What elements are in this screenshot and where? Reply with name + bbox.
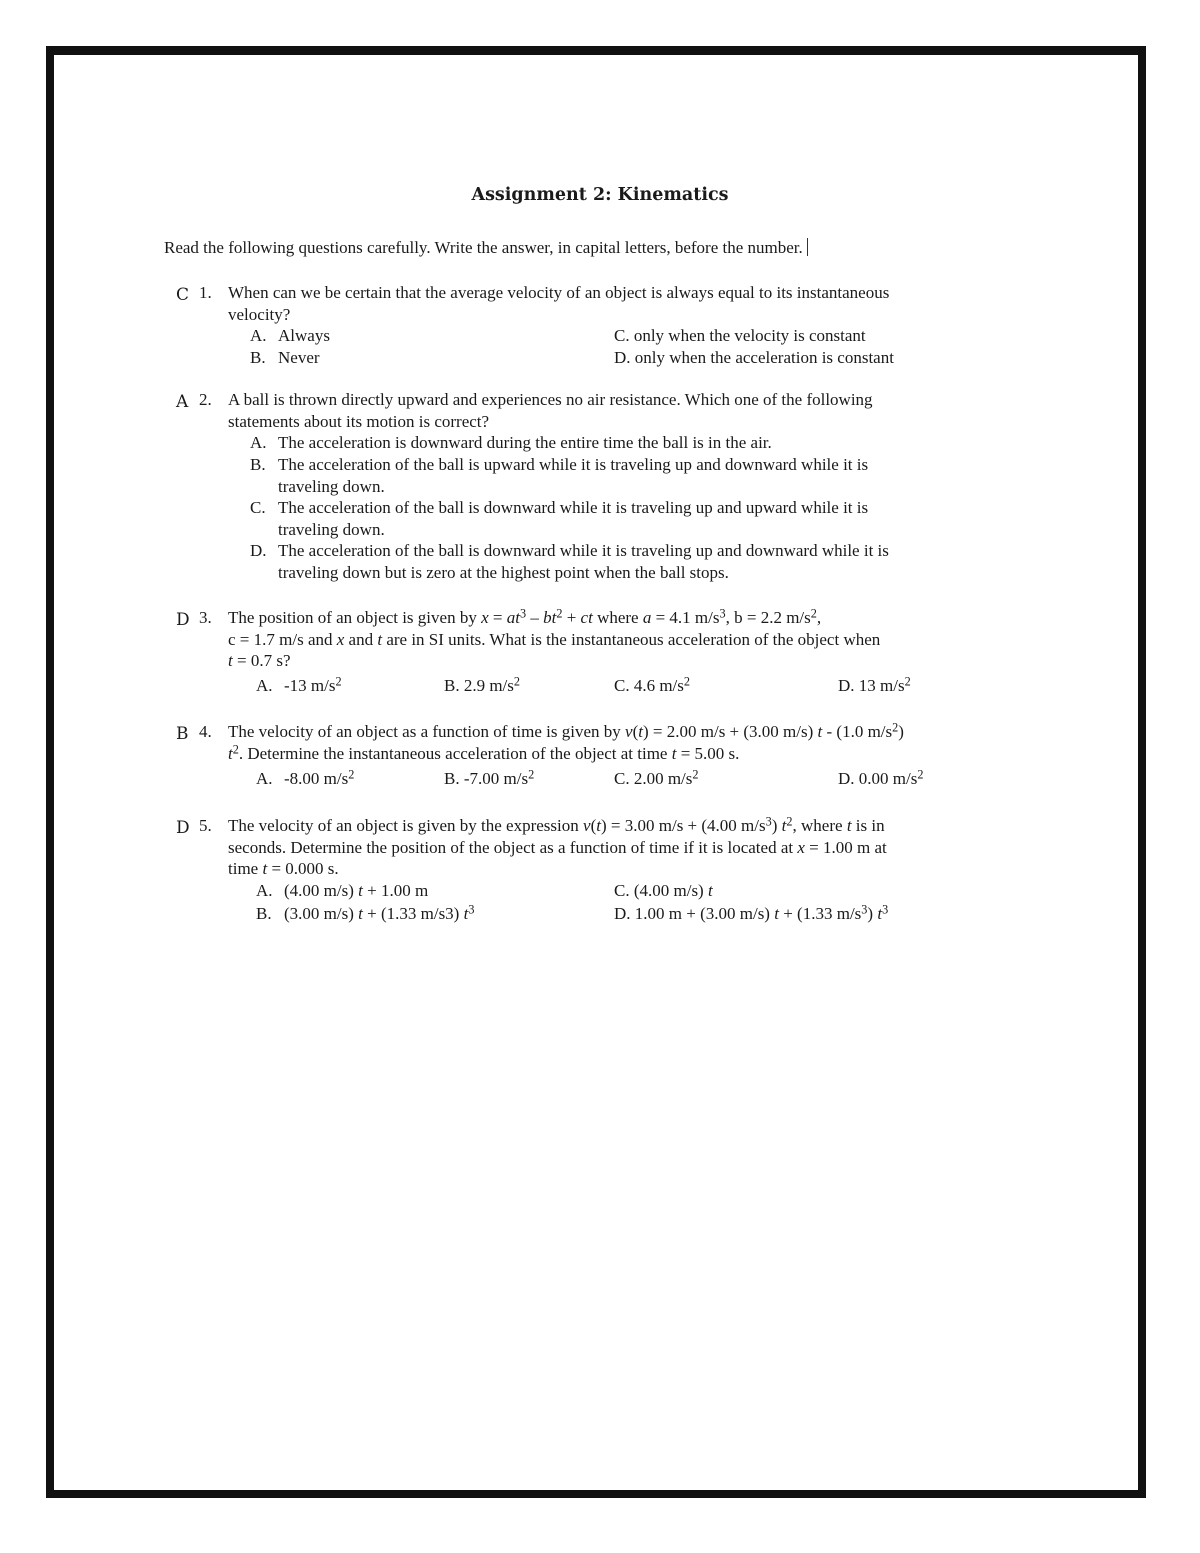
option-c: C. 2.00 $m/s^2$ — [614, 767, 699, 788]
question-number: 5. — [199, 816, 212, 835]
page-title: Assignment 2: Kinematics — [471, 185, 729, 205]
option-d: D. 0.00 $m/s^2$ — [838, 767, 924, 788]
option-b: B. (3.00 m/s) t + (1.33 m/s3) $t^3$ — [256, 902, 475, 923]
option-a: A. -8.00 $m/s^2$ — [256, 767, 355, 788]
option-c: C. (4.00 m/s) t — [614, 881, 713, 900]
instructions: Read the following questions carefully. Write the answer, in capital letters, before the number. — [164, 238, 808, 258]
option-b: B. -7.00 $m/s^2$ — [444, 767, 535, 788]
option-c: C. 4.6 $m/s^2$ — [614, 674, 691, 695]
option-d: D. only when the acceleration is constant — [614, 348, 894, 367]
question-number: 2. — [199, 390, 212, 409]
question-number: 3. — [199, 608, 212, 627]
option-b: B. 2.9 $m/s^2$ — [444, 674, 521, 695]
option-d: D. The acceleration of the ball is downward while it is traveling up and downward while it is traveling down but is zero at the highest point when the ball stops. — [250, 541, 889, 582]
answer-3[interactable]: D — [176, 610, 190, 630]
page-border — [46, 46, 1146, 1498]
answer-4[interactable]: B — [176, 724, 189, 744]
option-b: B. Never — [250, 348, 320, 367]
question-stem: A ball is thrown directly upward and experiences no air resistance. Which one of the following statements about its motion is correct? — [228, 390, 873, 431]
answer-5[interactable]: D — [176, 818, 190, 838]
option-a: A. Always — [250, 326, 330, 345]
text-cursor — [807, 238, 808, 256]
option-a: A. -13 $m/s^2$ — [256, 674, 342, 695]
question-number: 1. — [199, 283, 212, 302]
question-stem: The velocity of an object is given by the expression v(t) = 3.00 m/s + (4.00 $m/s^3$) $t^2$, where t is in seconds. Determine the position of the object as a function of time if it is located at x = 1.00 m at time t = 0.000 s. — [228, 814, 887, 878]
option-c: C. The acceleration of the ball is downward while it is traveling up and upward while it is traveling down. — [250, 498, 869, 539]
answer-2[interactable]: A — [176, 392, 189, 412]
question-number: 4. — [199, 722, 212, 741]
option-d: D. 13 $m/s^2$ — [838, 674, 911, 695]
question-stem: When can we be certain that the average velocity of an object is always equal to its instantaneous velocity? — [228, 283, 890, 324]
option-d: D. 1.00 m + (3.00 m/s) t + (1.33 $m/s^3$) $t^3$ — [614, 902, 889, 923]
option-a: A. The acceleration is downward during the entire time the ball is in the air. — [250, 433, 772, 452]
question-stem: The position of an object is given by $x = at^3 - bt^2$ + ct where a = 4.1 $m/s^3$, b = 2.2 $m/s^2$, c = 1.7 m/s and x and t are in SI units. What is the instantaneous acceleration of the object when t = 0.7 s? — [228, 606, 881, 670]
answer-1[interactable]: C — [176, 285, 190, 305]
option-b: B. The acceleration of the ball is upward while it is traveling up and downward while it is traveling down. — [250, 455, 869, 496]
option-c: C. only when the velocity is constant — [614, 326, 866, 345]
option-a: A. (4.00 m/s) t + 1.00 m — [256, 881, 429, 900]
question-stem: The velocity of an object as a function of time is given by v(t) = 2.00 m/s + (3.00 m/s) t - (1.0 $m/s^2$) $t^2$. Determine the instantaneous acceleration of the object at time t = 5.00 s. — [228, 720, 904, 763]
